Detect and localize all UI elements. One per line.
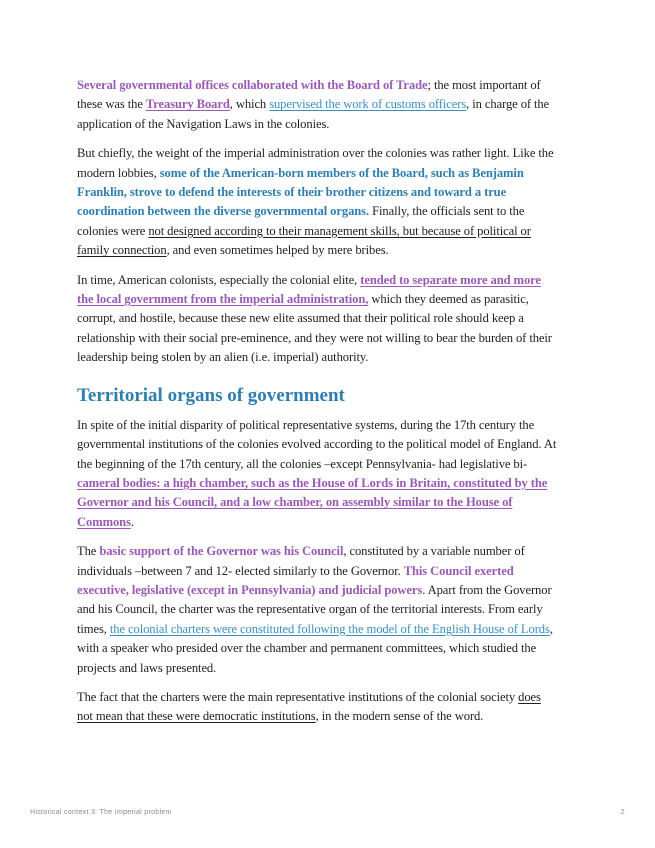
text: The	[77, 544, 100, 559]
text: In time, American colonists, especially the colonial elite,	[77, 272, 361, 287]
footer-title: Historical context 3: The Imperial problem	[30, 809, 172, 816]
paragraph-charters	[77, 688, 559, 727]
text: . Apart from the Governor and his Council, the charter was the representative organ of the territorial interests. From early times,	[77, 582, 552, 636]
highlight-purple-underlined: cameral bodies: a high chamber, such as the House of Lords in Britain, constituted by the Governor and his Council, and a low chamber, on assembly similar to the House of Commons	[77, 475, 548, 529]
paragraph-colonial-elite	[77, 271, 559, 368]
text: ; the most important of these was the	[77, 78, 541, 112]
highlight-purple: Several governmental offices collaborated with the Board of Trade	[77, 78, 428, 92]
highlight-blue-underlined: supervised the work of customs officers	[269, 97, 467, 112]
highlight-purple: basic support of the Governor was his Council	[99, 544, 344, 559]
highlight-purple: This Council exerted executive, legislative (except in Pennsylvania) and judicial powers	[77, 563, 514, 597]
highlight-purple-underlined: tended to separate more and more the local government from the imperial administration,	[77, 272, 541, 307]
text: , and even sometimes helped by mere bribes.	[166, 243, 389, 258]
highlight-blue-underlined: the colonial charters were constituted following the model of the English House of Lords	[109, 621, 550, 636]
text: Finally, the officials sent to the colonies were	[77, 204, 525, 238]
page-footer	[30, 809, 625, 816]
highlight-blue: some of the American-born members of the Board, such as Benjamin Franklin, strove to defend the interests of their brother citizens and toward a true coordination between the diverse governmental organs.	[77, 165, 524, 219]
text: , constituted by a variable number of individuals –between 7 and 12- elected similarly to the Governor.	[77, 544, 525, 578]
text: .	[130, 514, 134, 529]
text: In spite of the initial disparity of political representative systems, during the 17th century the governmental institutions of the colonies evolved according to the political model of England. At the beginning of the 17th century, all the colonies –except Pennsylvania- had legislative bi-	[77, 417, 557, 471]
text: The fact that the charters were the main representative institutions of the colonial society	[77, 689, 519, 704]
text: But chiefly, the weight of the imperial administration over the colonies was rather light. Like the modern lobbies,	[77, 146, 554, 180]
page-number: 2	[620, 809, 625, 816]
text: , in the modern sense of the word.	[315, 709, 484, 724]
paragraph-representative-systems	[77, 416, 559, 532]
underlined-text: not designed according to their management skills, but because of political or family connection	[77, 223, 531, 258]
paragraph-board-of-trade	[77, 76, 559, 134]
section-heading: Territorial organs of government	[77, 384, 345, 406]
underlined-text: does not mean that these were democratic institutions	[77, 689, 541, 724]
paragraph-governor-council	[77, 542, 559, 678]
page-body	[77, 76, 559, 737]
paragraph-imperial-administration	[77, 144, 559, 260]
text: which they deemed as parasitic, corrupt, and hostile, because these new elite assumed that their political role should keep a relationship with their social pre-eminence, and they were not willing to bear the burden of their leadership being stolen by an alien (i.e. imperial) authority.	[77, 292, 552, 365]
text: , in charge of the application of the Navigation Laws in the colonies.	[77, 97, 550, 131]
text: , which	[229, 97, 270, 112]
highlight-purple-underlined: Treasury Board	[145, 97, 230, 112]
text: , with a speaker who presided over the chamber and permanent committees, which studied the projects and laws presented.	[77, 621, 553, 675]
